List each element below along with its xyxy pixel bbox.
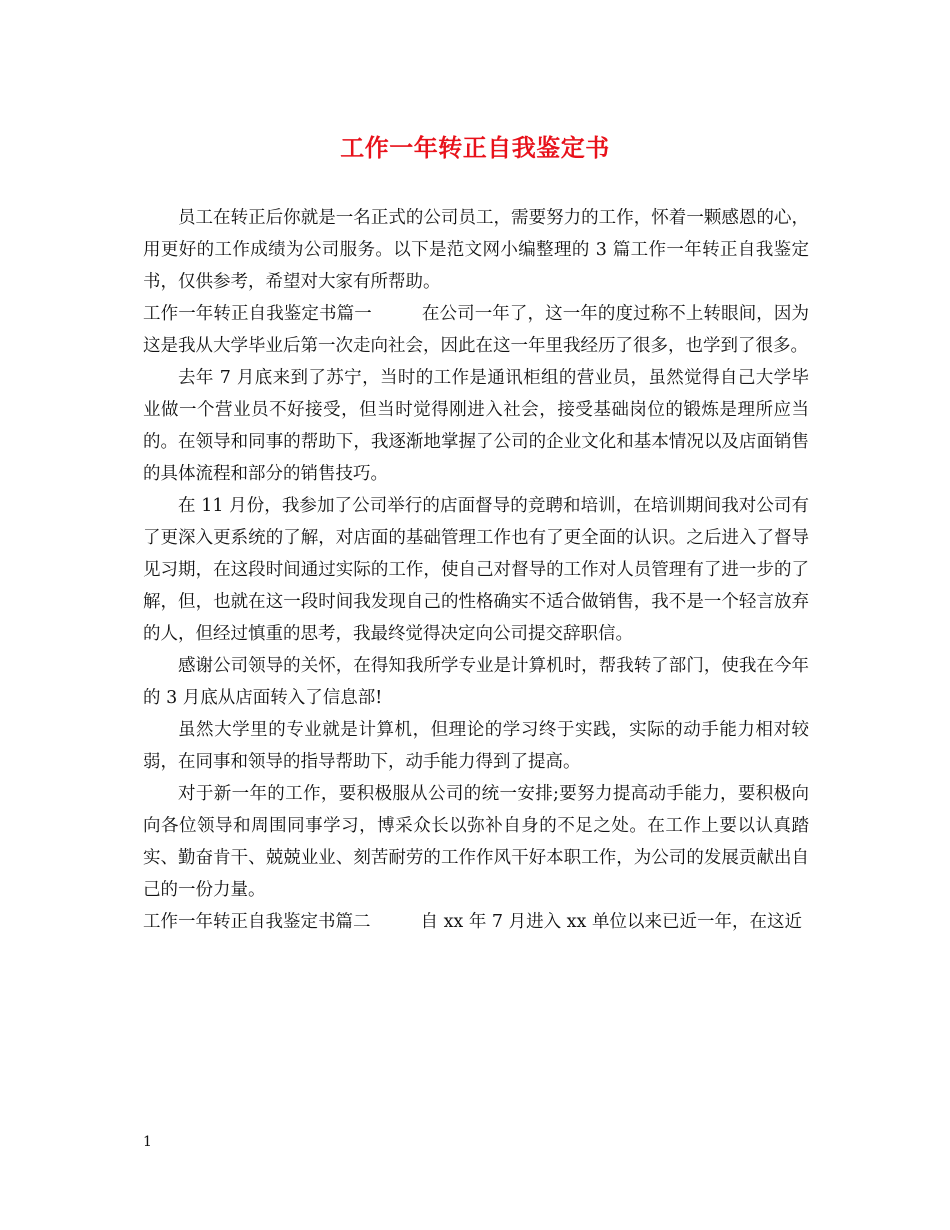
- section-two-heading: 工作一年转正自我鉴定书篇二: [143, 912, 371, 932]
- section-one-text: 在公司一年了，这一年的度过称不上转眼间，因为这是我从大学毕业后第一次走向社会，因此在这一年里我经历了很多，也学到了很多。: [143, 304, 810, 356]
- body-paragraph-new-year: 对于新一年的工作，要积极服从公司的统一安排;要努力提高动手能力，要积极向向各位领导和周围同事学习，博采众长以弥补自身的不足之处。在工作上要以认真踏实、勤奋肯干、兢兢业业、刻苦耐劳的工作作风干好本职工作，为公司的发展贡献出自己的一份力量。: [143, 784, 809, 900]
- body-paragraph-suning: 去年 7 月底来到了苏宁，当时的工作是通讯柜组的营业员，虽然觉得自己大学毕业做一个营业员不好接受，但当时觉得刚进入社会，接受基础岗位的锻炼是理所应当的。在领导和同事的帮助下，我逐渐地掌握了公司的企业文化和基本情况以及店面销售的具体流程和部分的销售技巧。: [143, 368, 809, 484]
- body-paragraph-thanks: 感谢公司领导的关怀，在得知我所学专业是计算机时，帮我转了部门，使我在今年的 3 月底从店面转入了信息部!: [143, 656, 809, 708]
- body-paragraph-major: 虽然大学里的专业就是计算机，但理论的学习终于实践，实际的动手能力相对较弱，在同事和领导的指导帮助下，动手能力得到了提高。: [143, 720, 809, 772]
- document-title: 工作一年转正自我鉴定书: [340, 133, 610, 162]
- section-one-paragraph: [143, 298, 809, 362]
- intro-paragraph: 员工在转正后你就是一名正式的公司员工，需要努力的工作，怀着一颗感恩的心，用更好的工作成绩为公司服务。以下是范文网小编整理的 3 篇工作一年转正自我鉴定书，仅供参考，希望对大家有所帮助。: [143, 208, 809, 292]
- section-two-text: 自 xx 年 7 月进入 xx 单位以来已近一年，在这近: [420, 912, 802, 932]
- document-body: [143, 202, 809, 938]
- section-two-paragraph: [143, 906, 809, 938]
- page-number: 1: [143, 1134, 152, 1150]
- body-paragraph-november: 在 11 月份，我参加了公司举行的店面督导的竞聘和培训，在培训期间我对公司有了更深入更系统的了解，对店面的基础管理工作也有了更全面的认识。之后进入了督导见习期，在这段时间通过实际的工作，使自己对督导的工作对人员管理有了进一步的了解，但，也就在这一段时间我发现自己的性格确实不适合做销售，我不是一个轻言放弃的人，但经过慎重的思考，我最终觉得决定向公司提交辞职信。: [143, 496, 809, 644]
- section-one-heading: 工作一年转正自我鉴定书篇一: [143, 304, 372, 324]
